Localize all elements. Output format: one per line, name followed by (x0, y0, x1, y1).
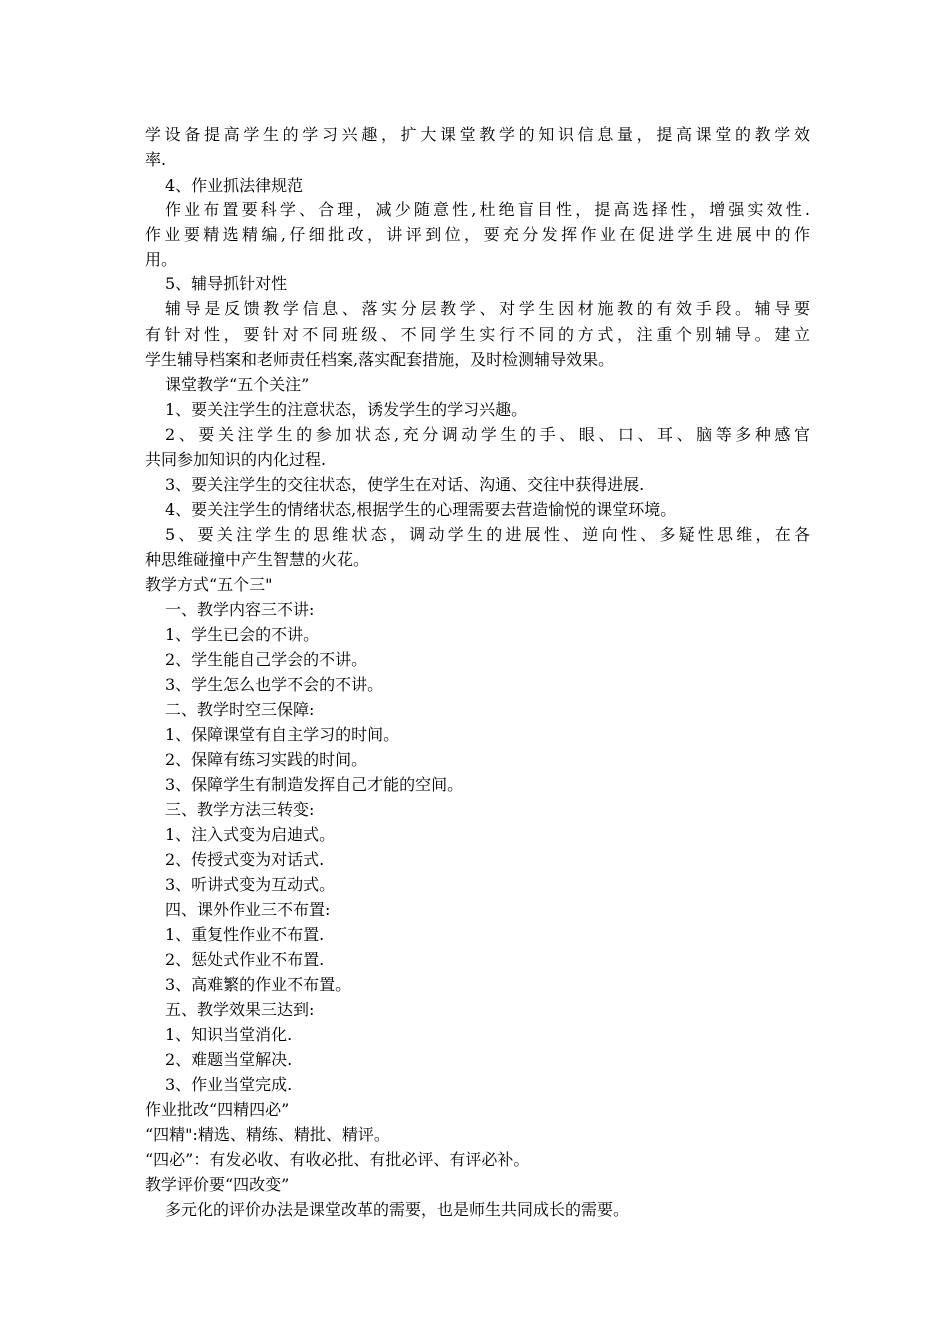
text-line: 辅导是反馈教学信息、落实分层教学、对学生因材施教的有效手段。辅导要 (165, 299, 810, 318)
text-line: 有针对性，要针对不同班级、不同学生实行不同的方式，注重个别辅导。建立 (145, 325, 810, 344)
text-line: 用。 (145, 250, 178, 269)
text-line: 2、传授式变为对话式. (165, 850, 325, 869)
text-line: 2、难题当堂解决. (165, 1050, 293, 1069)
text-line: 作业批改“四精四必” (145, 1100, 290, 1119)
text-line: 五、教学效果三达到: (165, 1000, 315, 1019)
text-line: 2、保障有练习实践的时间。 (165, 750, 368, 769)
text-line: 教学评价要“四改变” (145, 1175, 290, 1194)
text-line: 3、学生怎么也学不会的不讲。 (165, 675, 384, 694)
text-line: 1、要关注学生的注意状态，诱发学生的学习兴趣。 (165, 400, 528, 419)
text-line: 学生辅导档案和老师责任档案,落实配套措施，及时检测辅导效果。 (145, 350, 615, 369)
text-line: “四精":精选、精练、精批、精评。 (145, 1125, 390, 1144)
text-line: 3、听讲式变为互动式。 (165, 875, 336, 894)
text-line: 学设备提高学生的学习兴趣，扩大课堂教学的知识信息量，提高课堂的教学效 (145, 125, 810, 144)
text-line: 三、教学方法三转变: (165, 800, 315, 819)
text-line: 1、保障课堂有自主学习的时间。 (165, 725, 400, 744)
text-line: 3、作业当堂完成. (165, 1075, 293, 1094)
text-line: 3、高难繁的作业不布置。 (165, 975, 352, 994)
document-page (145, 0, 810, 1344)
text-line: 1、知识当堂消化. (165, 1025, 293, 1044)
text-line: 1、重复性作业不布置. (165, 925, 325, 944)
text-line: 课堂教学“五个关注” (165, 375, 310, 394)
text-line: 2、学生能自己学会的不讲。 (165, 650, 368, 669)
text-line: 一、教学内容三不讲: (165, 600, 315, 619)
text-line: 率. (145, 150, 167, 169)
text-line: 1、注入式变为启迪式。 (165, 825, 336, 844)
text-line: 5、辅导抓针对性 (165, 274, 288, 293)
text-line: 教学方式“五个三" (145, 575, 273, 594)
text-line: 5、要关注学生的思维状态，调动学生的进展性、逆向性、多疑性思维，在各 (165, 525, 810, 544)
text-line: 二、教学时空三保障: (165, 700, 315, 719)
text-line: 多元化的评价办法是课堂改革的需要，也是师生共同成长的需要。 (165, 1200, 630, 1219)
text-line: 2、要关注学生的参加状态,充分调动学生的手、眼、口、耳、脑等多种感官 (165, 425, 810, 444)
text-line: 4、作业抓法律规范 (165, 176, 304, 195)
text-line: 四、课外作业三不布置: (165, 900, 331, 919)
text-line: 2、惩处式作业不布置. (165, 950, 325, 969)
text-line: 4、要关注学生的情绪状态,根据学生的心理需要去营造愉悦的课堂环境。 (165, 500, 677, 519)
text-line: “四必”：有发必收、有收必批、有批必评、有评必补。 (145, 1150, 530, 1169)
text-line: 作业要精选精编,仔细批改，讲评到位，要充分发挥作业在促进学生进展中的作 (145, 225, 810, 244)
text-line: 3、保障学生有制造发挥自己才能的空间。 (165, 775, 464, 794)
text-line: 种思维碰撞中产生智慧的火花。 (145, 550, 370, 569)
text-line: 3、要关注学生的交往状态，使学生在对话、沟通、交往中获得进展. (165, 475, 645, 494)
text-line: 作业布置要科学、合理，减少随意性,杜绝盲目性，提高选择性，增强实效性. (165, 200, 810, 219)
text-line: 1、学生已会的不讲。 (165, 625, 320, 644)
text-line: 共同参加知识的内化过程. (145, 450, 327, 469)
